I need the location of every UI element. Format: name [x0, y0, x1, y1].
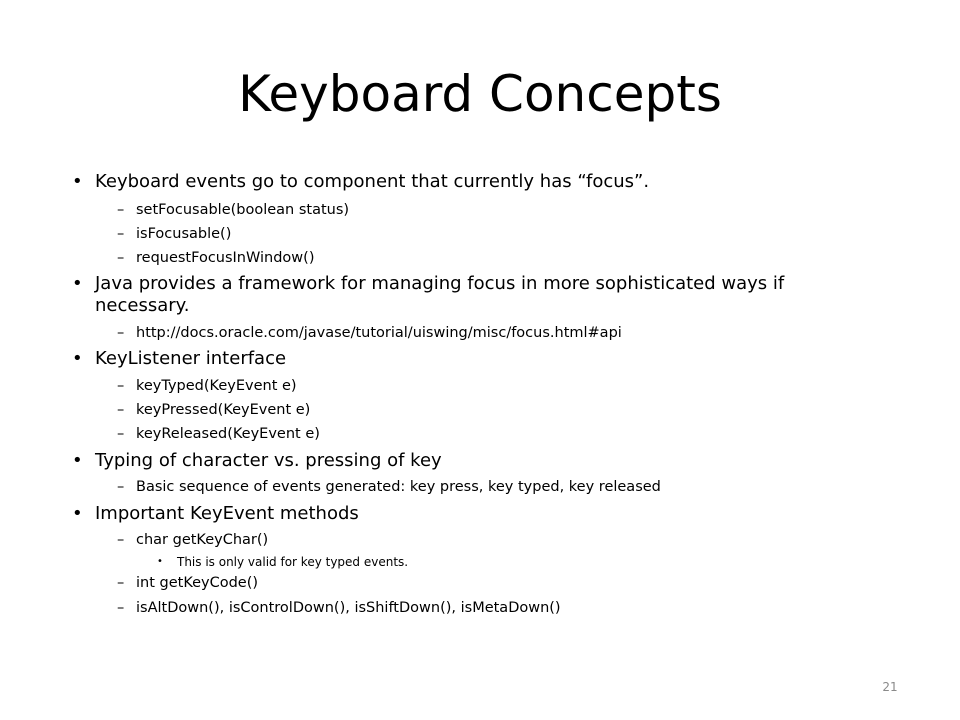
sub-bullet-text: requestFocusInWindow(): [136, 250, 315, 266]
bullet-text: KeyListener interface: [95, 348, 287, 369]
bullet-icon: •: [157, 556, 163, 567]
bullet-icon: •: [72, 503, 83, 524]
dash-icon: –: [117, 250, 125, 266]
slide-title: Keyboard Concepts: [238, 65, 722, 123]
sub-bullet-text: isAltDown(), isControlDown(), isShiftDown(), isMetaDown(): [136, 600, 561, 616]
dash-icon: –: [117, 575, 125, 591]
dash-icon: –: [117, 532, 125, 548]
bullet-text-line1: Java provides a framework for managing focus in more sophisticated ways if: [95, 273, 785, 294]
sub-bullet-text: Basic sequence of events generated: key press, key typed, key released: [136, 479, 661, 495]
dash-icon: –: [117, 600, 125, 616]
dash-icon: –: [117, 226, 125, 242]
sub-sub-bullet-text: This is only valid for key typed events.: [177, 555, 409, 569]
sub-bullet-link[interactable]: http://docs.oracle.com/javase/tutorial/uiswing/misc/focus.html#api: [136, 325, 622, 341]
dash-icon: –: [117, 202, 125, 218]
bullet-text-line2: necessary.: [95, 295, 190, 316]
sub-bullet-text: keyReleased(KeyEvent e): [136, 426, 320, 442]
bullet-icon: •: [72, 348, 83, 369]
sub-bullet-text: keyTyped(KeyEvent e): [136, 378, 297, 394]
dash-icon: –: [117, 479, 125, 495]
dash-icon: –: [117, 402, 125, 418]
sub-bullet-text: int getKeyCode(): [136, 575, 259, 591]
bullet-text: Keyboard events go to component that currently has “focus”.: [95, 171, 650, 192]
sub-bullet-text: isFocusable(): [136, 226, 232, 242]
bullet-icon: •: [72, 273, 83, 294]
sub-bullet-text: setFocusable(boolean status): [136, 202, 350, 218]
bullet-text: Typing of character vs. pressing of key: [95, 450, 442, 471]
bullet-text: Important KeyEvent methods: [95, 503, 359, 524]
page-number: 21: [882, 680, 898, 694]
dash-icon: –: [117, 378, 125, 394]
bullet-icon: •: [72, 171, 83, 192]
sub-bullet-text: keyPressed(KeyEvent e): [136, 402, 311, 418]
dash-icon: –: [117, 325, 125, 341]
dash-icon: –: [117, 426, 125, 442]
sub-bullet-text: char getKeyChar(): [136, 532, 269, 548]
bullet-icon: •: [72, 450, 83, 471]
